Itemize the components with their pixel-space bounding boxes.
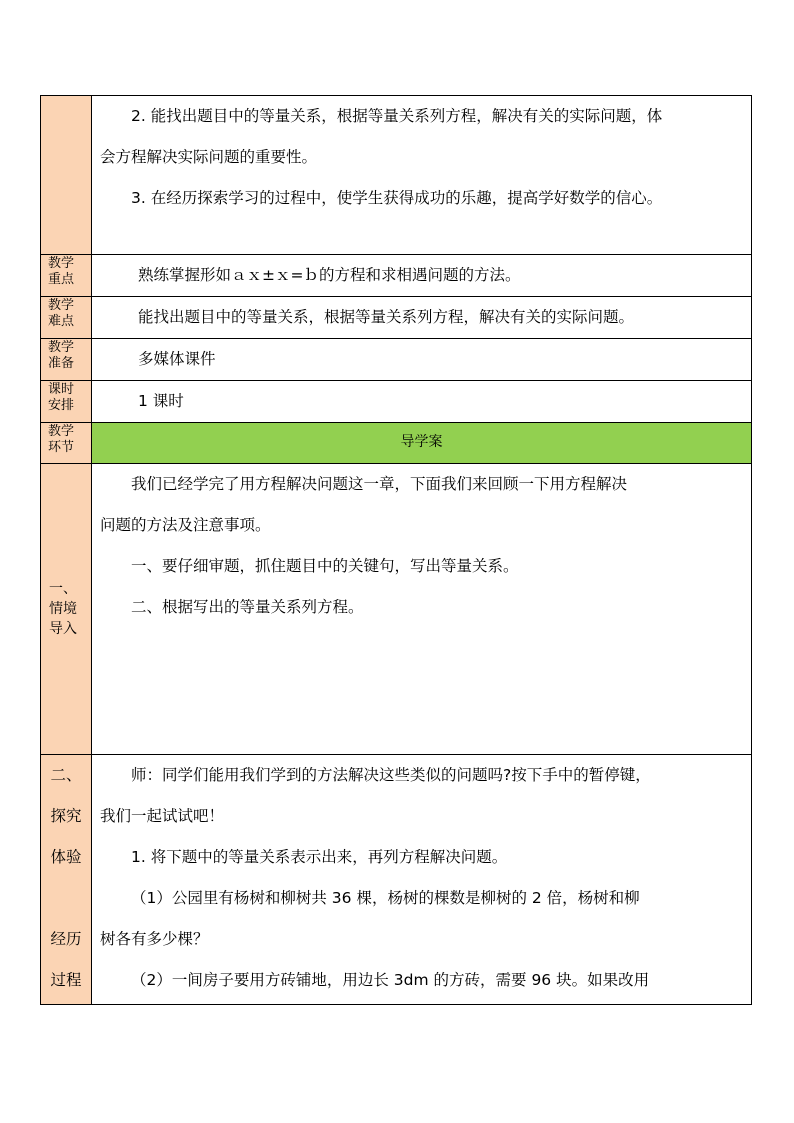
- preparation-label: 教学 准备: [41, 339, 92, 381]
- schedule-text: 1 课时: [138, 392, 184, 410]
- stage-row: [41, 423, 752, 464]
- difficulties-cell: [92, 297, 752, 339]
- objectives-label-cell: [41, 96, 92, 255]
- objective-2-line-2: 会方程解决实际问题的重要性。: [100, 148, 318, 166]
- section-1-point-1: 一、要仔细审题，抓住题目中的关键句，写出等量关系。: [131, 557, 519, 575]
- section-2-row: [41, 755, 752, 1005]
- objectives-cell: [92, 96, 752, 255]
- objectives-row: [41, 96, 752, 255]
- section-1-label: 一、 情境 导入: [41, 464, 92, 755]
- difficulties-text: 能找出题目中的等量关系，根据等量关系列方程，解决有关的实际问题。: [138, 308, 635, 326]
- objective-2-line-1: 2. 能找出题目中的等量关系，根据等量关系列方程，解决有关的实际问题，体: [131, 107, 663, 125]
- difficulties-label: 教学 难点: [41, 297, 92, 339]
- preparation-row: [41, 339, 752, 381]
- stage-header: 导学案: [92, 423, 752, 464]
- section-2-label: 二、 探究 体验 经历 过程: [41, 755, 92, 1005]
- section-1-point-2: 二、根据写出的等量关系列方程。: [131, 598, 364, 616]
- lesson-plan-table: [40, 95, 752, 1005]
- section-1-para-line-2: 问题的方法及注意事项。: [100, 516, 271, 534]
- section-2-question-1-line-1: （1）公园里有杨树和柳树共 36 棵，杨树的棵数是柳树的 2 倍，杨树和柳: [131, 889, 640, 907]
- section-2-question-2-line-1: （2）一间房子要用方砖铺地，用边长 3dm 的方砖，需要 96 块。如果改用: [131, 971, 650, 989]
- section-2-intro-line-2: 我们一起试试吧！: [100, 807, 225, 825]
- schedule-cell: [92, 381, 752, 423]
- section-2-content: [92, 755, 752, 1005]
- section-1-content: [92, 464, 752, 755]
- section-2-question-1-line-2: 树各有多少棵？: [100, 930, 209, 948]
- section-2-intro-line-1: 师：同学们能用我们学到的方法解决这些类似的问题吗?按下手中的暂停键，: [131, 766, 651, 784]
- key-points-label: 教学 重点: [41, 255, 92, 297]
- stage-label: 教学 环节: [41, 423, 92, 464]
- key-points-cell: [92, 255, 752, 297]
- schedule-row: [41, 381, 752, 423]
- preparation-text: 多媒体课件: [138, 350, 216, 368]
- key-points-text: 熟练掌握形如ａｘ±ｘ=ｂ的方程和求相遇问题的方法。: [138, 266, 521, 284]
- difficulties-row: [41, 297, 752, 339]
- schedule-label: 课时 安排: [41, 381, 92, 423]
- preparation-cell: [92, 339, 752, 381]
- key-points-row: [41, 255, 752, 297]
- section-1-row: [41, 464, 752, 755]
- section-1-para-line-1: 我们已经学完了用方程解决问题这一章，下面我们来回顾一下用方程解决: [131, 475, 628, 493]
- section-2-task-1: 1. 将下题中的等量关系表示出来，再列方程解决问题。: [131, 848, 508, 866]
- objective-3: 3. 在经历探索学习的过程中，使学生获得成功的乐趣，提高学好数学的信心。: [131, 189, 663, 207]
